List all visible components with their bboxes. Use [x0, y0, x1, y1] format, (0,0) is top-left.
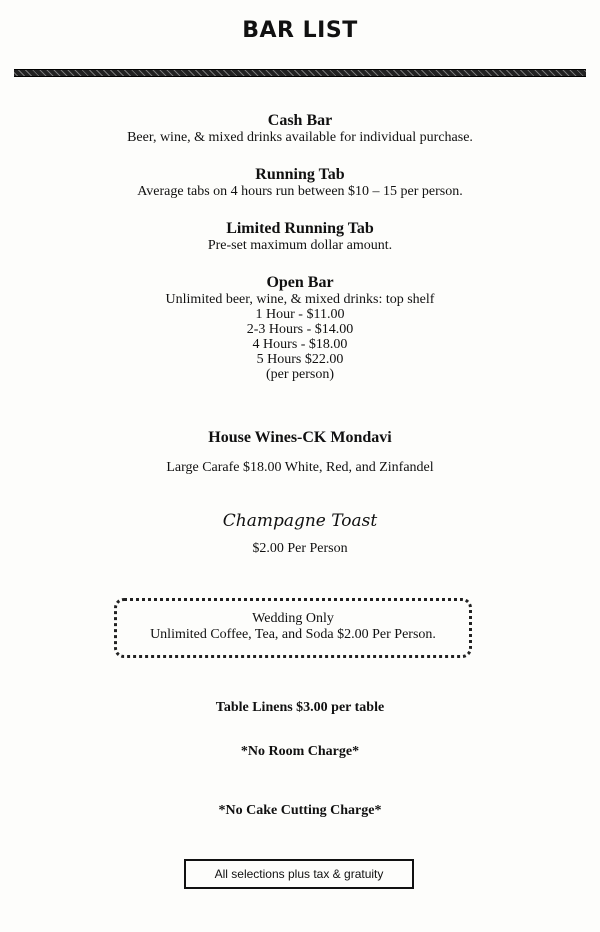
cash-bar-heading: Cash Bar [267, 112, 333, 129]
cash-bar-description: Beer, wine, & mixed drinks available for individual purchase. [127, 130, 473, 145]
running-tab-section [0, 165, 600, 199]
decorative-divider [14, 69, 586, 77]
open-bar-section [0, 273, 600, 382]
open-bar-line: 5 Hours $22.00 [256, 352, 344, 367]
limited-running-tab-section [0, 219, 600, 253]
champagne-section [0, 512, 600, 556]
cash-bar-section [0, 111, 600, 145]
open-bar-heading: Open Bar [266, 274, 334, 291]
wedding-only-label: Wedding Only [252, 611, 334, 626]
wedding-only-box [114, 598, 472, 658]
open-bar-line: (per person) [265, 367, 335, 382]
champagne-price: $2.00 Per Person [252, 541, 348, 556]
limited-running-tab-description: Pre-set maximum dollar amount. [207, 238, 393, 253]
open-bar-line: 1 Hour - $11.00 [255, 307, 345, 322]
house-wines-description: Large Carafe $18.00 White, Red, and Zinfandel [166, 460, 434, 475]
wedding-only-offer: Unlimited Coffee, Tea, and Soda $2.00 Per Person. [150, 627, 436, 642]
tax-gratuity-box: All selections plus tax & gratuity [184, 859, 414, 889]
no-room-charge-note: *No Room Charge* [240, 744, 360, 759]
open-bar-line: 2-3 Hours - $14.00 [246, 322, 354, 337]
no-cake-cutting-note: *No Cake Cutting Charge* [218, 803, 382, 818]
open-bar-line: 4 Hours - $18.00 [252, 337, 348, 352]
house-wines-heading: House Wines-CK Mondavi [208, 429, 392, 446]
table-linens-note: Table Linens $3.00 per table [215, 700, 385, 715]
page-title: BAR LIST [242, 18, 358, 43]
champagne-heading: Champagne Toast [222, 511, 378, 531]
running-tab-heading: Running Tab [255, 166, 345, 183]
open-bar-line: Unlimited beer, wine, & mixed drinks: top shelf [165, 292, 435, 307]
running-tab-description: Average tabs on 4 hours run between $10 – 15 per person. [137, 184, 463, 199]
house-wines-section [0, 428, 600, 475]
limited-running-tab-heading: Limited Running Tab [226, 220, 374, 237]
